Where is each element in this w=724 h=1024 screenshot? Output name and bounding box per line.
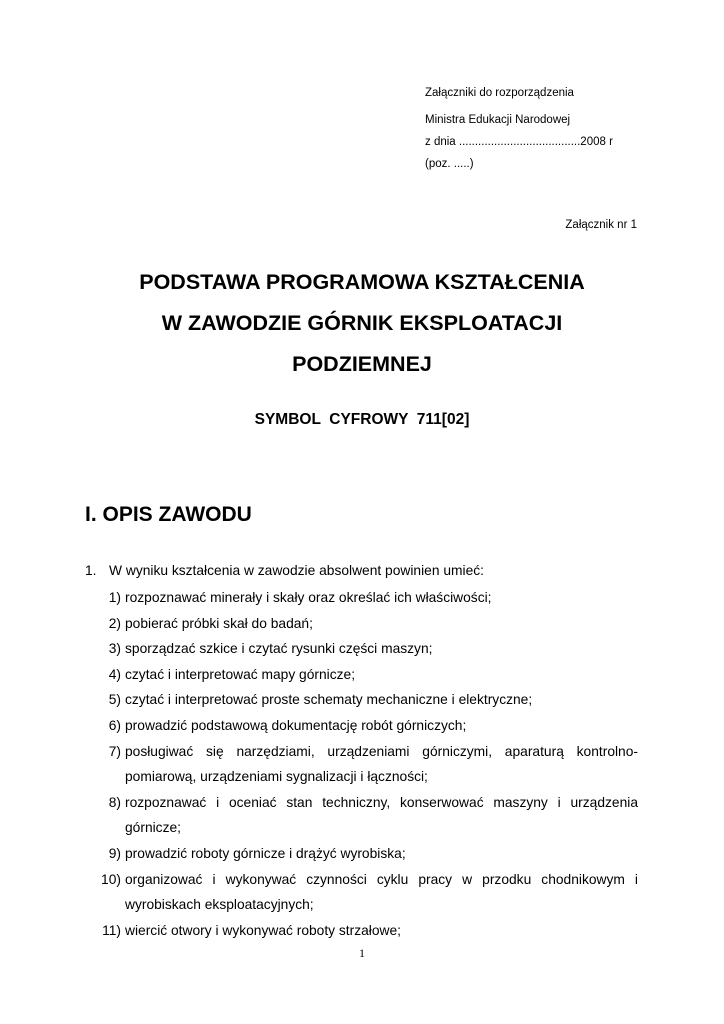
minister-line: Ministra Edukacji Narodowej: [425, 114, 571, 126]
list-item: [85, 662, 638, 688]
list-item: [85, 918, 638, 944]
list-item: [85, 636, 638, 662]
position-line: (poz. .....): [425, 158, 474, 170]
list-item-number: 6): [108, 717, 121, 733]
title-line-1: PODSTAWA PROGRAMOWA KSZTAŁCENIA: [139, 270, 585, 294]
digital-symbol: SYMBOL CYFROWY 711[02]: [254, 411, 470, 428]
intro-text: W wyniku kształcenia w zawodzie absolwent powinien umieć:: [109, 563, 484, 578]
list-item-number: 2): [108, 615, 121, 631]
skills-list: [85, 585, 638, 943]
document-title: [0, 262, 724, 385]
page-number: 1: [359, 946, 365, 960]
title-line-2: W ZAWODZIE GÓRNIK EKSPLOATACJI: [161, 311, 563, 335]
list-item: [85, 713, 638, 739]
list-item-number: 5): [108, 692, 121, 708]
list-item-number: 4): [108, 666, 121, 682]
list-item-number: 9): [108, 845, 121, 861]
section-heading: I. OPIS ZAWODU: [85, 503, 252, 526]
list-item-number: 1): [108, 590, 121, 605]
list-item-text: prowadzić roboty górnicze i drążyć wyrobiska;: [125, 845, 406, 861]
list-item: [85, 687, 638, 713]
list-item-text: sporządzać szkice i czytać rysunki części maszyn;: [125, 641, 433, 657]
intro-paragraph: [85, 563, 484, 578]
list-item-text: rozpoznawać i oceniać stan techniczny, konserwować maszyny i urządzenia górnicze;: [125, 794, 638, 836]
title-line-3: PODZIEMNEJ: [292, 352, 432, 376]
list-item-number: 8): [108, 794, 121, 810]
list-item: [85, 841, 638, 867]
annex-number: Załącznik nr 1: [565, 219, 637, 231]
list-item-text: posługiwać się narzędziami, urządzeniami górniczymi, aparaturą kontrolno-pomiarową, urządzeniami sygnalizacji i łączności;: [125, 743, 638, 785]
list-item-text: rozpoznawać minerały i skały oraz określać ich właściwości;: [125, 590, 492, 605]
list-item: [85, 611, 638, 637]
date-line: z dnia ......................................2008 r: [425, 136, 613, 148]
list-item-text: pobierać próbki skał do badań;: [125, 615, 313, 631]
list-item-number: 3): [108, 641, 121, 657]
list-item-number: 11): [102, 922, 121, 938]
list-item-text: wiercić otwory i wykonywać roboty strzałowe;: [125, 922, 402, 938]
list-item-text: czytać i interpretować proste schematy mechaniczne i elektryczne;: [125, 692, 533, 708]
list-item: [85, 585, 638, 611]
list-item-number: 7): [108, 743, 121, 759]
regulation-annex-header: Załączniki do rozporządzenia: [425, 87, 574, 99]
intro-number: 1.: [85, 563, 97, 578]
list-item-text: czytać i interpretować mapy górnicze;: [125, 666, 356, 682]
list-item: [85, 739, 638, 790]
list-item: [85, 867, 638, 918]
list-item-text: prowadzić podstawową dokumentację robót górniczych;: [125, 717, 467, 733]
list-item: [85, 790, 638, 841]
list-item-number: 10): [101, 871, 121, 887]
list-item-text: organizować i wykonywać czynności cyklu pracy w przodku chodnikowym i wyrobiskach eksploatacyjnych;: [125, 871, 638, 913]
